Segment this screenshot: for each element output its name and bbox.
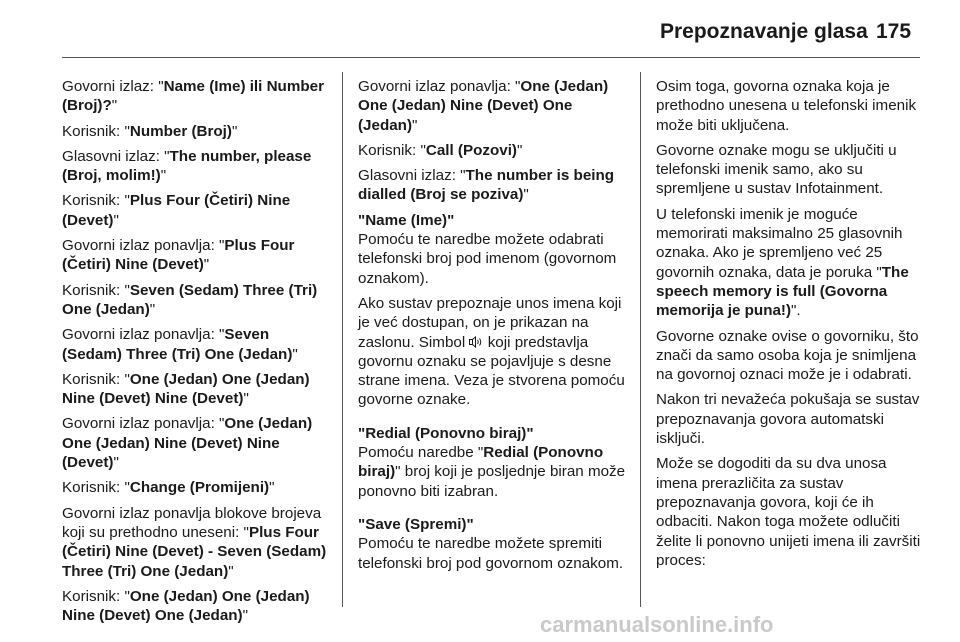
watermark: carmanualsonline.info xyxy=(540,612,774,637)
dialog-line: Glasovni izlaz: "The number, please (Broj, molim!)" xyxy=(62,147,312,185)
paragraph: Govorne oznake ovise o govorniku, što znači da samo osoba koja je snimljena na govornoj oznaci može je i odabrati. xyxy=(656,327,919,384)
dialog-line: Korisnik: "Number (Broj)" xyxy=(62,122,238,140)
page-header xyxy=(0,0,960,62)
paragraph: Govorne oznake mogu se uključiti u telefonski imenik samo, ako su spremljene u sustav Infotainment. xyxy=(656,141,897,198)
page-title: Prepoznavanje glasa xyxy=(660,20,868,43)
paragraph: Nakon tri nevažeća pokušaja se sustav prepoznavanja govora automatski isključi. xyxy=(656,391,920,448)
paragraph: Ako sustav prepoznaje unos imena koji je već dostupan, on je prikazan na zaslonu. Simbol koji predstavlja govornu oznaku se pojavljuje s desne strane imena. Veza je stvorena pomoću govorne oznake. xyxy=(358,294,625,409)
dialog-line: Govorni izlaz ponavlja: "One (Jedan) One (Jedan) Nine (Devet) One (Jedan)" xyxy=(358,78,609,134)
paragraph: U telefonski imenik je moguće memorirati maksimalno 25 glasovnih oznaka. Ako je spremljeno već 25 govornih oznaka, data je poruka "The speech memory is full (Govorna memorija je puna!)". xyxy=(656,205,909,320)
column-divider-1 xyxy=(342,72,343,607)
dialog-line: Govorni izlaz ponavlja: "Seven (Sedam) Three (Tri) One (Jedan)" xyxy=(62,326,298,363)
column-3 xyxy=(656,77,924,576)
dialog-line: Korisnik: "Seven (Sedam) Three (Tri) One (Jedan)" xyxy=(62,281,318,318)
voice-tag-icon xyxy=(469,334,483,346)
dialog-line: Korisnik: "One (Jedan) One (Jedan) Nine (Devet) Nine (Devet)" xyxy=(62,370,310,408)
header-rule xyxy=(62,57,920,58)
dialog-line: Govorni izlaz: "Name (Ime) ili Number (Broj)?" xyxy=(62,78,324,115)
dialog-line: Korisnik: "Call (Pozovi)" xyxy=(358,141,523,159)
column-2 xyxy=(358,77,626,579)
section-save-command: "Save (Spremi)" Pomoću te naredbe možete spremiti telefonski broj pod govornom oznakom. xyxy=(358,515,624,572)
section-heading: "Redial (Ponovno biraj)" xyxy=(358,424,534,442)
dialog-line: Glasovni izlaz: "The number is being dialled (Broj se poziva)" xyxy=(358,167,615,204)
section-heading: "Save (Spremi)" xyxy=(358,515,474,533)
dialog-line: Korisnik: "Change (Promijeni)" xyxy=(62,479,275,497)
page-number: 175 xyxy=(876,20,912,43)
dialog-line: Govorni izlaz ponavlja: "One (Jedan) One (Jedan) Nine (Devet) Nine (Devet)" xyxy=(62,415,313,472)
paragraph: Može se dogoditi da su dva unosa imena prerazličita za sustav prepoznavanja govora, koji će ih odbaciti. Nakon toga možete odlučiti želite li ponovno unijeti imena ili završiti proces: xyxy=(656,455,921,569)
dialog-line: Korisnik: "One (Jedan) One (Jedan) Nine (Devet) One (Jedan)" xyxy=(62,587,310,625)
paragraph: Osim toga, govorna oznaka koja je prethodno unesena u telefonski imenik može biti uključena. xyxy=(656,78,917,134)
section-redial-command: "Redial (Ponovno biraj)" Pomoću naredbe "Redial (Ponovno biraj)" broj koji je posljednje biran može ponovno biti izabran. xyxy=(358,424,626,500)
dialog-line: Govorni izlaz ponavlja: "Plus Four (Četiri) Nine (Devet)" xyxy=(62,237,295,274)
section-name-command: "Name (Ime)" Pomoću te naredbe možete odabrati telefonski broj pod imenom (govornom oznakom). xyxy=(358,211,617,287)
dialog-line: Govorni izlaz ponavlja blokove brojeva koji su prethodno uneseni: "Plus Four (Četiri) Nine (Devet) - Seven (Sedam) Three (Tri) One (Jedan)" xyxy=(62,504,327,580)
section-heading: "Name (Ime)" xyxy=(358,211,455,229)
dialog-line: Korisnik: "Plus Four (Četiri) Nine (Devet)" xyxy=(62,192,291,229)
column-1 xyxy=(62,77,330,631)
column-divider-2 xyxy=(640,72,641,607)
